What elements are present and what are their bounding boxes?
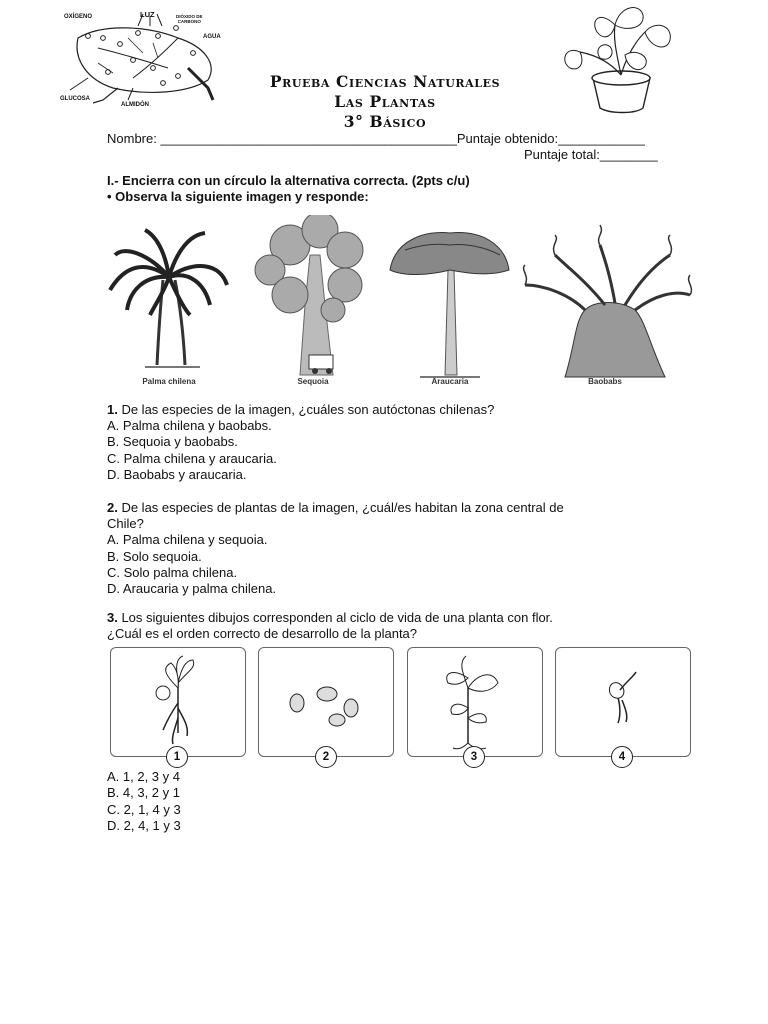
page-title-line1: Prueba Ciencias Naturales [269, 72, 501, 91]
question-1-number: 1. [107, 402, 118, 417]
total-score-line: Puntaje total:________ [524, 147, 658, 162]
q1-option-b[interactable]: B. Sequoia y baobabs. [107, 434, 238, 449]
starch-label: ALMIDÓN [121, 102, 149, 108]
question-2 [107, 500, 564, 516]
page-title-line3: 3° Básico [343, 112, 427, 131]
question-1-text: De las especies de la imagen, ¿cuáles son autóctonas chilenas? [117, 402, 495, 417]
baobab-tree-icon [524, 225, 692, 377]
tree-label-palm: Palma chilena [142, 377, 196, 386]
question-2-number: 2. [107, 500, 118, 515]
trees-illustration [105, 215, 695, 390]
stage-card-3 [407, 647, 543, 757]
trees-drawing [105, 215, 695, 390]
co2-label-line1: DIÓXIDO DE [176, 14, 203, 19]
q3-option-c[interactable]: C. 2, 1, 4 y 3 [107, 802, 181, 817]
section-instruction: I.- Encierra con un círculo la alternativa correcta. (2pts c/u) [107, 173, 470, 188]
q3-option-d[interactable]: D. 2, 4, 1 y 3 [107, 818, 181, 833]
question-2-text: De las especies de plantas de la imagen, ¿cuál/es habitan la zona central de [117, 500, 564, 515]
stage-card-2 [258, 647, 394, 757]
q2-option-d[interactable]: D. Araucaria y palma chilena. [107, 581, 277, 596]
tree-label-baobab: Baobabs [588, 377, 622, 386]
q1-option-c[interactable]: C. Palma chilena y araucaria. [107, 451, 277, 466]
question-3 [107, 610, 553, 626]
potted-plant-icon [555, 0, 685, 120]
stage-card-4 [555, 647, 691, 757]
question-3-text-line2: ¿Cuál es el orden correcto de desarrollo de la planta? [107, 626, 418, 641]
co2-label [176, 14, 203, 24]
sequoia-tree-icon [255, 215, 363, 375]
question-2-text-line2: Chile? [107, 516, 144, 531]
q2-option-a[interactable]: A. Palma chilena y sequoia. [107, 532, 268, 547]
q1-option-d[interactable]: D. Baobabs y araucaria. [107, 467, 247, 482]
light-label: LUZ [140, 10, 155, 19]
q1-option-a[interactable]: A. Palma chilena y baobabs. [107, 418, 272, 433]
flowering-plant-icon [408, 648, 542, 756]
oxygen-label: OXÍGENO [64, 14, 93, 20]
page-title-line2: Las Plantas [334, 92, 436, 111]
q2-option-b[interactable]: B. Solo sequoia. [107, 549, 202, 564]
potted-plant-illustration [555, 0, 685, 120]
tree-label-sequoia: Sequoia [297, 377, 329, 386]
observe-instruction: • Observa la siguiente imagen y responde: [107, 189, 369, 204]
question-3-text: Los siguientes dibujos corresponden al ciclo de vida de una planta con flor. [117, 610, 553, 625]
q3-option-b[interactable]: B. 4, 3, 2 y 1 [107, 785, 180, 800]
q2-option-c[interactable]: C. Solo palma chilena. [107, 565, 238, 580]
stage-number-4: 4 [611, 746, 633, 768]
name-score-line: Nombre: _________________________________________Puntaje obtenido:____________ [107, 131, 645, 146]
co2-label-line2: CARBONO [177, 19, 201, 24]
araucaria-tree-icon [390, 232, 509, 377]
glucose-label: GLUCOSA [60, 96, 90, 102]
stage-number-1: 1 [166, 746, 188, 768]
question-1 [107, 402, 494, 418]
stage-number-2: 2 [315, 746, 337, 768]
stage-number-3: 3 [463, 746, 485, 768]
question-3-number: 3. [107, 610, 118, 625]
tree-label-araucaria: Araucaria [431, 377, 469, 386]
palm-tree-icon [110, 230, 227, 367]
stage-card-1 [110, 647, 246, 757]
seeds-icon [259, 648, 393, 756]
germinating-seed-icon [556, 648, 690, 756]
q3-option-a[interactable]: A. 1, 2, 3 y 4 [107, 769, 180, 784]
water-label: AGUA [203, 34, 221, 40]
seedling-roots-icon [111, 648, 245, 756]
